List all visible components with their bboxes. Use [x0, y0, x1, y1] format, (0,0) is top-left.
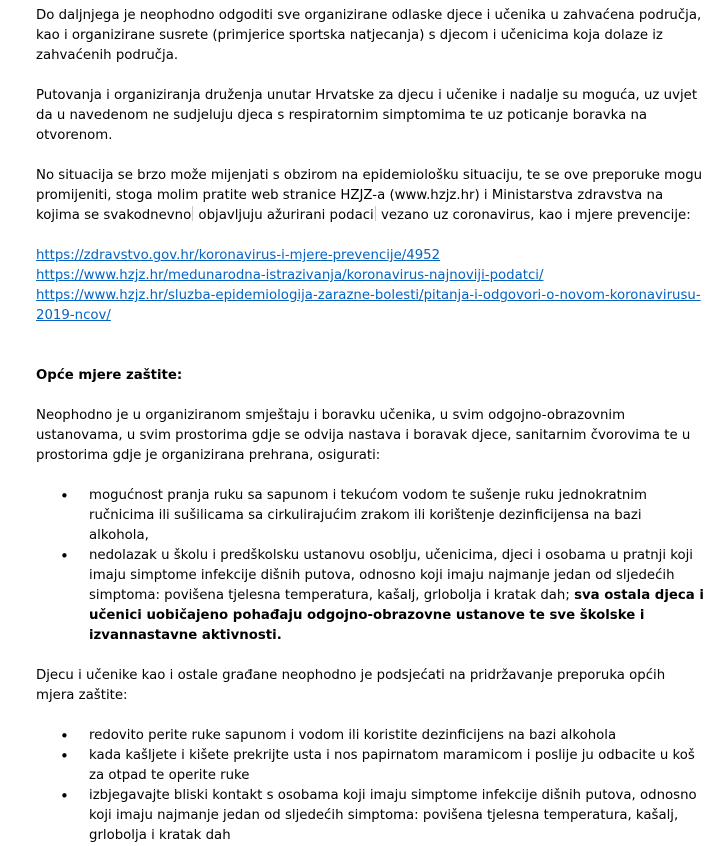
- bullet-dot-icon: •: [60, 487, 69, 505]
- list-item: [36, 726, 704, 746]
- paragraph-postpone-trips: Do daljnjega je neophodno odgoditi sve organizirane odlaske djece i učenika u zahvaćena područja, kao i organizirane susrete (primjerice sportska natjecanja) s djecom i učenicima koja dolaze iz zahvaćenih područja.: [36, 8, 702, 63]
- section-intro: Neophodno je u organiziranom smještaju i boravku učenika, u svim odgojno-obrazovnim ustanovama, u svim prostorima gdje se odvija nastava i boravak djece, sanitarnim čvorovima te u prostorima gdje je organizirana prehrana, osigurati:: [36, 408, 691, 463]
- paragraph-reminder: Djecu i učenike kao i ostale građane neophodno je podsjećati na pridržavanje preporuka općih mjera zaštite:: [36, 668, 666, 703]
- paragraph-situation-text-c: vezano uz coronavirus, kao i mjere prevencije:: [376, 208, 691, 223]
- list-item: [36, 746, 704, 786]
- bullet-dot-icon: •: [60, 547, 69, 565]
- bullet-dot-icon: •: [60, 747, 69, 765]
- bullet-dot-icon: •: [60, 787, 69, 805]
- link-list: [36, 246, 704, 326]
- list-item: [36, 486, 704, 546]
- link-hzjz-istrazivanja[interactable]: https://www.hzjz.hr/medunarodna-istrazivanja/koronavirus-najnoviji-podatci/: [36, 268, 544, 283]
- link-zdravstvo[interactable]: https://zdravstvo.gov.hr/koronavirus-i-mjere-prevencije/4952: [36, 248, 441, 263]
- list-item-text: izbjegavajte bliski kontakt s osobama koji imaju simptome infekcije dišnih putova, odnosno koji imaju najmanje jedan od sljedećih simptoma: povišena tjelesna temperatura, kašalj, grlobolja i kratak dah: [89, 788, 697, 843]
- bullet-list-requirements: [36, 486, 704, 646]
- list-item-text: mogućnost pranja ruku sa sapunom i tekućom vodom te sušenje ruku jednokratnim ručnicima ili sušilicama sa cirkulirajućim zrakom ili korištenje dezinficijensa na bazi alkohola,: [89, 488, 647, 543]
- list-item-bold-text: sva ostala djeca i učenici uobičajeno pohađaju odgojno-obrazovne ustanove te sve školske i izvannastavne aktivnosti.: [89, 588, 704, 643]
- list-item: [36, 786, 704, 846]
- document-page: [36, 6, 704, 846]
- bullet-dot-icon: •: [60, 727, 69, 745]
- list-item-text: kada kašljete i kišete prekrijte usta i nos papirnatom maramicom i poslije ju odbacite u koš za otpad te operite ruke: [89, 748, 695, 783]
- bullet-list-measures: [36, 726, 704, 846]
- link-hzjz-pitanja[interactable]: https://www.hzjz.hr/sluzba-epidemiologija-zarazne-bolesti/pitanja-i-odgovori-o-novom-koronavirusu-2019-ncov/: [36, 288, 701, 323]
- paragraph-domestic-travel: Putovanja i organiziranja druženja unutar Hrvatske za djecu i učenike i nadalje su moguća, uz uvjet da u navedenom ne sudjeluju djeca s respiratornim simptomima te uz poticanje boravka na otvorenom.: [36, 88, 698, 143]
- list-item-text: redovito perite ruke sapunom i vodom ili koristite dezinficijens na bazi alkohola: [89, 728, 617, 743]
- section-heading: Opće mjere zaštite:: [36, 368, 183, 383]
- paragraph-situation-changes: [36, 166, 704, 226]
- list-item-text: nedolazak u školu i predškolsku ustanovu osoblju, učenicima, djeci i osobama u pratnji koji imaju simptome infekcije dišnih putova, odnosno koji imaju najmanje jedan od sljedećih simptoma: povišena tjelesna temperatura, kašalj, grlobolja i kratak dah;: [89, 548, 693, 603]
- paragraph-situation-text-b: objavljuju ažurirani podaci: [194, 208, 374, 223]
- text-cursor-mark: [375, 206, 376, 221]
- paragraph-situation-text-a: No situacija se brzo može mijenjati s obzirom na epidemiološku situaciju, te se ove preporuke mogu promijeniti, stoga molim pratite web stranice HZJZ-a (www.hzjz.hr) i Ministarstva zdravstva na kojima se svakodnevno: [36, 168, 703, 223]
- list-item: [36, 546, 704, 646]
